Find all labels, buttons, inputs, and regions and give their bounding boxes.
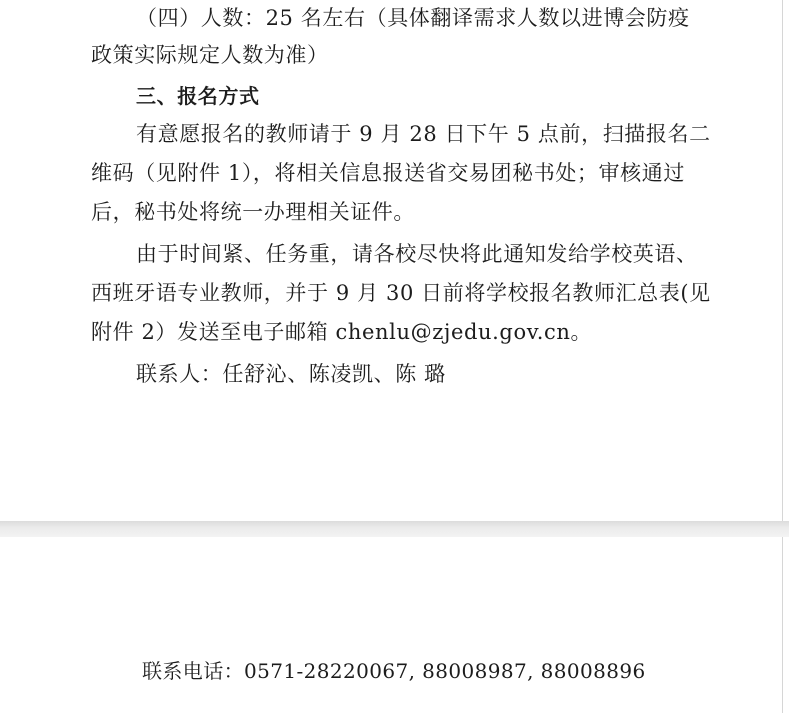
contact-phone-line: 联系电话：0571-28220067, 88008987, 88008896 — [142, 659, 646, 683]
page-separator — [0, 521, 789, 537]
page-edge — [782, 537, 783, 713]
section-heading-registration: 三、报名方式 — [136, 84, 260, 108]
document-page-lower — [0, 537, 789, 713]
registration-paragraph-line-3: 后，秘书处将统一办理相关证件。 — [91, 200, 415, 224]
notice-paragraph-line-2: 西班牙语专业教师，并于 9 月 30 日前将学校报名教师汇总表(见 — [91, 281, 711, 305]
registration-paragraph-line-2: 维码（见附件 1），将相关信息报送省交易团秘书处；审核通过 — [91, 161, 685, 185]
participants-count-line-cont: 政策实际规定人数为准） — [91, 43, 329, 67]
registration-paragraph-line-1: 有意愿报名的教师请于 9 月 28 日下午 5 点前，扫描报名二 — [136, 122, 711, 146]
notice-paragraph-line-1: 由于时间紧、任务重，请各校尽快将此通知发给学校英语、 — [136, 242, 698, 266]
page-edge — [782, 0, 783, 521]
notice-paragraph-line-3: 附件 2）发送至电子邮箱 chenlu@zjedu.gov.cn。 — [91, 320, 593, 344]
participants-count-line: （四）人数：25 名左右（具体翻译需求人数以进博会防疫 — [136, 6, 690, 30]
contact-persons-line: 联系人：任舒沁、陈凌凯、陈 璐 — [136, 362, 446, 386]
